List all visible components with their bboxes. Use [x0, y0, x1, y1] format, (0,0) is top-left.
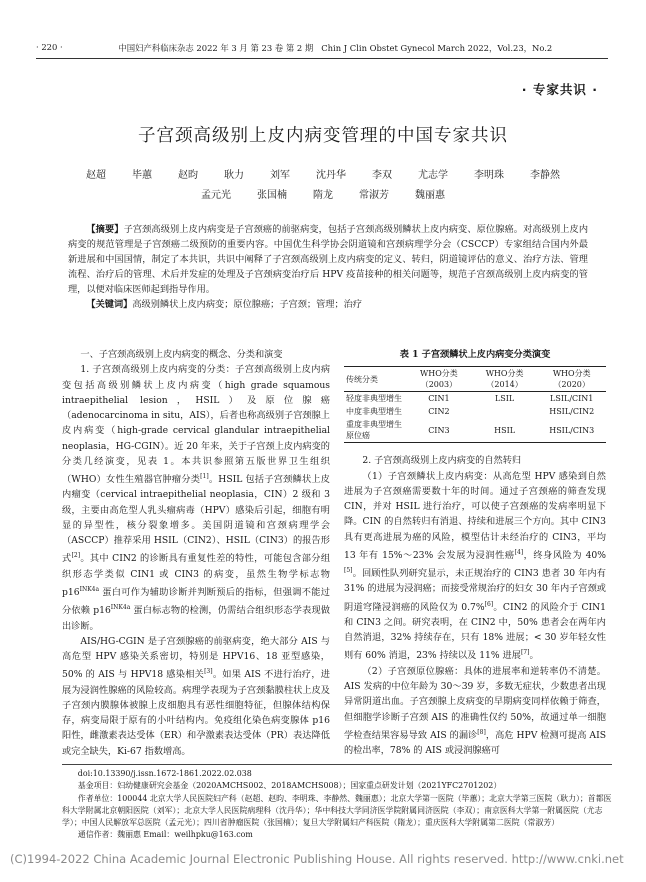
para-text: AIS/HG-CGIN 是子宫颈腺癌的前驱病变，绝大部分 AIS 与高危型 HPV 感染关系密切，特别是 HPV16、18 亚型感染，50% 的 AIS 与 HPV18 感染相关 [62, 635, 330, 681]
para-text: 。CIN2 的风险介于 CIN1 和 CIN3 之间。研究表明，在 CIN2 中，50% 患者会在两年内自然消退，32% 持续存在，只有 18% 进展；< 30 岁年轻女性则有 60% 消退，23% 持续以及 11% 进展 [344, 601, 606, 662]
author-name: 耿力 [224, 170, 244, 181]
paragraph-ais-transition [344, 664, 606, 759]
journal-name: 中国妇产科临床杂志 2022 年 3 月 第 23 卷 第 2 期 [118, 43, 314, 53]
author-name: 赵昀 [178, 170, 198, 181]
table-cell [472, 405, 538, 418]
keywords-text: 高级别鳞状上皮内病变；原位腺癌；子宫颈；管理；治疗 [132, 299, 363, 310]
correspondence: 通信作者：魏丽惠 Email：weilhpku@163.com [77, 830, 253, 840]
author-name: 尤志学 [418, 170, 448, 181]
article-title: 子宫颈高级别上皮内病变管理的中国专家共识 [138, 126, 508, 146]
journal-name-en: Chin J Clin Obstet Gynecol March 2022，Vol.23，No.2 [321, 43, 553, 53]
running-header [36, 42, 608, 59]
table-cell: CIN3 [428, 425, 450, 435]
table-header-cell: WHO分类（2003） [420, 369, 458, 390]
para-text: 。 [529, 650, 539, 662]
fund: 基金项目：妇幼健康研究会基金（2020AMCHS002、2018AMCHS008）；国家重点研发计划（2021YFC2701202） [77, 781, 502, 791]
para-text: 。HSIL 包括子宫颈鳞状上皮内瘤变（cervical intraepithelial neoplasia，CIN）2 级和 3 级，主要由高危型人乳头瘤病毒（HPV）感染后引起，细胞有明显的异型性，核分裂象增多。美国阴道镜和宫颈病理学会（ASCCP）推荐采用 HSIL（CIN2）、HSIL（CIN3）的报告形式 [62, 474, 330, 565]
para-text: （1）子宫颈鳞状上皮内病变：从高危型 HPV 感染到自然进展为子宫颈癌需要数十年的时间。通过子宫颈癌的筛查发现 CIN，并对 HSIL 进行治疗，可以使子宫颈癌的发病率明显下降。CIN 的自然转归有消退、持续和进展三个方向。其中 CIN3 具有更高进展为癌的风险，模型估计未经治疗的 CIN3，平均 13 年有 15%～23% 会发展为浸润性癌 [344, 470, 606, 561]
table-row [344, 418, 606, 443]
ref: [2] [71, 552, 81, 560]
para-text: （2）子宫颈原位腺癌：具体的进展率和逆转率仍不清楚。AIS 发病的中位年龄为 30～39 岁，多数无症状，少数患者出现异常阴道出血。子宫颈腺上皮病变的早期病变同样依赖于筛查，但细胞学诊断子宫颈 AIS 的准确性仅约 50%，故通过单一细胞学检查结果容易导致 AIS 的漏诊 [344, 665, 606, 741]
right-column [344, 347, 606, 758]
abstract-text: 子宫颈高级别上皮内病变是子宫颈癌的前驱病变，包括子宫颈高级别鳞状上皮内病变、原位腺癌。对高级别上皮内病变的规范管理是子宫颈癌二级预防的重要内容。中国优生科学协会阴道镜和宫颈病理学分会（CSCCP）专家组结合国内外最新进展和中国国情，制定了本共识，共识中阐释了子宫颈高级别上皮内病变的定义、转归，阴道镜评估的意义、治疗方法、管理流程、治疗后的管理、术后并发症的处理及子宫颈病变治疗后 HPV 疫苗接种的相关问题等，规范子宫颈高级别上皮内病变的管理，以便对临床医师起到指导作用。 [68, 224, 589, 295]
ref: [8] [477, 728, 486, 736]
table-header-cell: WHO分类（2014） [485, 369, 524, 390]
abstract [68, 222, 588, 312]
author-line-1 [60, 166, 586, 181]
heading-1: 一、子宫颈高级别上皮内病变的概念、分类和演变 [80, 349, 283, 360]
para-text: 。回顾性队列研究显示，未正规治疗的 CIN3 患者 30 年内有 31% 的进展为浸润癌；而接受常规治疗的妇女 30 年内子宫颈或阴道穹隆浸润癌的风险仅为 0.7% [344, 568, 606, 613]
ref: [6] [484, 600, 494, 608]
author-name: 李静然 [530, 170, 560, 181]
left-column [62, 347, 330, 759]
copyright-watermark: (C)1994-2022 China Academic Journal Electronic Publishing House. All rights reserved. http://www.cnki.net [10, 852, 624, 866]
table-cell: 轻度非典型增生 [346, 394, 402, 404]
author-name: 魏丽惠 [415, 190, 445, 201]
keywords-label: 【关键词】 [86, 299, 133, 310]
paragraph-ais [62, 634, 330, 759]
ref: [4] [514, 548, 524, 556]
table-caption: 表 1 子宫颈鳞状上皮内病变分类演变 [399, 349, 551, 360]
abstract-label: 【摘要】 [86, 224, 124, 235]
author-units: 作者单位：100044 北京大学人民医院妇产科（赵超、赵昀、李明珠、李静然、魏丽惠）；北京大学第一医院（毕蕙）；北京大学第三医院（耿力）；首都医科大学附属北京朝阳医院（刘军）；北京大学人民医院病理科（沈丹华）；华中科技大学同济医学院附属同济医院（李双）；南京医科大学第一附属医院（尤志学）；中国人民解放军总医院（孟元光）；四川省肿瘤医院（张国楠）；复旦大学附属妇产科医院（隋龙）；重庆医科大学附属第二医院（常淑芳） [62, 793, 612, 828]
table-row [344, 392, 606, 406]
author-name: 孟元光 [201, 190, 231, 201]
ref: [1] [200, 473, 209, 480]
table-cell: HSIL [494, 425, 516, 435]
para-text: 蛋白可作为辅助诊断并判断预后的指标，但强调不能过分依赖 p16 [62, 586, 330, 617]
author-name: 李双 [372, 170, 392, 181]
superscript: INK4a [110, 604, 131, 612]
classification-table [344, 366, 606, 443]
para-text: 子宫颈高级别上皮内病变包括高级别鳞状上皮内病变（high grade squamous intraepithelial lesion，HSIL）及原位腺癌（adenocarcinoma in situ，AIS），后者也称高级别子宫颈腺上皮内病变（high-grade cervical glandular intraepithelial neoplasia，HG-CGIN）。近 20 年来，关于子宫颈上皮内病变的分类几经演变，见表 1。本共识参照第五版世界卫生组织（WHO）女性生殖器官肿瘤分类 [62, 364, 331, 486]
table-header-cell: WHO分类（2020） [552, 369, 591, 390]
table-cell: LSIL/CIN1 [550, 394, 594, 404]
ref: [7] [520, 649, 530, 657]
author-name: 毕蕙 [132, 170, 152, 181]
table-1 [344, 347, 606, 443]
author-name: 张国楠 [257, 190, 287, 201]
table-cell: HSIL/CIN3 [549, 425, 595, 435]
para-text: 蛋白标志物的检测，仍需结合组织形态学表现做出诊断。 [62, 605, 330, 632]
table-cell: CIN1 [428, 394, 450, 404]
table-cell: 中度非典型增生 [346, 407, 402, 417]
author-name: 赵超 [86, 170, 106, 181]
table-cell: LSIL [494, 394, 515, 404]
section-label: · 专家共识 · [521, 82, 598, 97]
author-line-2 [60, 186, 586, 201]
heading-1-1: 1. 子宫颈高级别上皮内病变的分类： [80, 364, 236, 376]
para-text: 。其中 CIN2 的诊断具有重复性差的特性，可能包含部分组织形态学类似 CIN1 或 CIN3 的病变，虽然生物学标志物 p16 [62, 553, 331, 598]
table-row [344, 405, 606, 418]
paragraph-squamous [344, 469, 606, 664]
footnotes [62, 764, 612, 842]
ref: [5] [344, 567, 353, 575]
para-text: ，高危 HPV 检测可提高 AIS 的检出率，78% 的 AIS 或浸润腺癌可 [344, 729, 606, 757]
table-cell: 重度非典型增生 原位癌 [346, 420, 402, 441]
page-number: · 220 · [36, 42, 63, 52]
table-cell: HSIL/CIN2 [549, 407, 595, 417]
para-text: 。如果 AIS 不进行治疗，进展为浸润性腺癌的风险较高。病理学表现为子宫颈黏膜柱状上皮及子宫颈内膜腺体被腺上皮细胞具有恶性细胞特征，但腺体结构保存，病变局限于原有的小叶结构内。免疫组化染色病变腺体 p16 阳性，雌激素表达受体（ER）和孕激素表达受体（PR）表达降低或完全缺失，Ki-67 指数增高。 [62, 669, 330, 757]
author-name: 李明珠 [474, 170, 504, 181]
table-cell: CIN2 [428, 407, 450, 417]
author-name: 沈丹华 [316, 170, 346, 181]
ref: [3] [204, 668, 213, 676]
table-header-cell: 传统分类 [346, 374, 378, 384]
journal-info [63, 42, 608, 54]
author-name: 隋龙 [313, 190, 333, 201]
author-name: 刘军 [270, 170, 290, 181]
para-text: ，终身风险为 40% [523, 549, 606, 561]
paragraph-classification [62, 362, 330, 634]
superscript: INK4a [79, 585, 100, 593]
doi: doi:10.13390/j.issn.1672-1861.2022.02.038 [77, 769, 252, 778]
heading-1-2: 2. 子宫颈高级别上皮内病变的自然转归 [362, 455, 522, 467]
author-name: 常淑芳 [359, 190, 389, 201]
